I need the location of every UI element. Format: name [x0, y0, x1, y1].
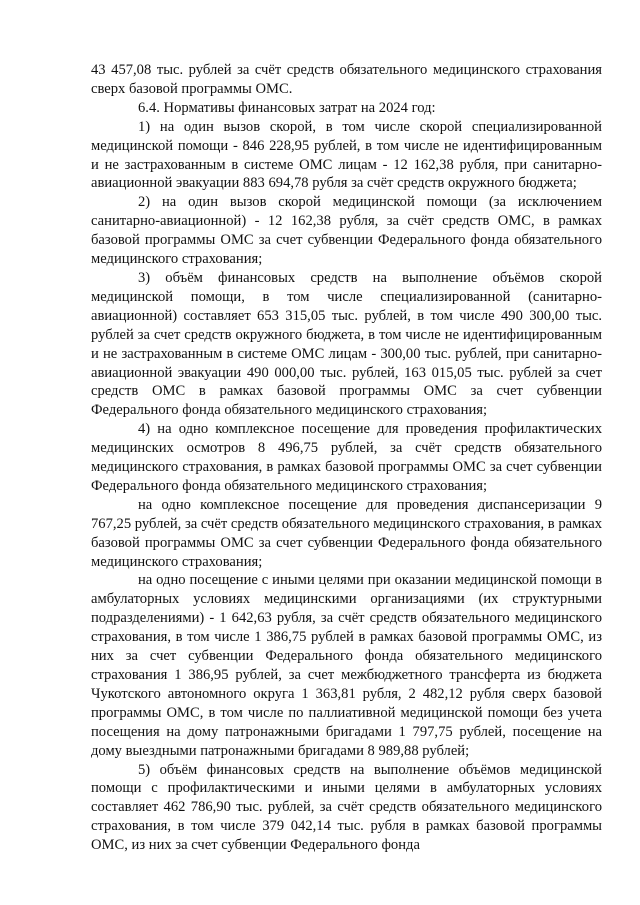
paragraph-item-5: 5) объём финансовых средств на выполнение объёмов медицинской помощи с профилактическими и иными целями в амбулаторных условиях составляет 462 786,90 тыс. рублей, за счёт средств обязательного медицинского страхования, в том числе 379 042,14 тыс. рубля в рамках базовой программы ОМС, из них за счет субвенции Федерального фонда: [91, 761, 602, 854]
paragraph-dispensary: на одно комплексное посещение для проведения диспансеризации 9 767,25 рублей, за счёт средств обязательного медицинского страхования, в рамках базовой программы ОМС за счет субвенции Федерального фонда обязательного медицинского страхования;: [91, 496, 602, 570]
document-page: [91, 61, 602, 855]
paragraph-other-visits: на одно посещение с иными целями при оказании медицинской помощи в амбулаторных условиях медицинскими организациями (их структурными подразделениями) - 1 642,63 рубля, за счёт средств обязательного медицинского страхования, в том числе 1 386,75 рублей в рамках базовой программы ОМС, из них за счет субвенции Федерального фонда обязательного медицинского страхования 1 386,95 рублей, за счет межбюджетного трансферта из бюджета Чукотского автономного округа 1 363,81 рубля, 2 482,12 рубля сверх базовой программы ОМС, в том числе по паллиативной медицинской помощи без учета посещения на дому патронажными бригадами 1 797,75 рублей, посещение на дому выездными патронажными бригадами 8 989,88 рублей;: [91, 572, 602, 759]
paragraph-item-1: 1) на один вызов скорой, в том числе скорой специализированной медицинской помощи - 846 228,95 рублей, в том числе не идентифицированным и не застрахованным в системе ОМС лицам - 12 162,38 рубля, при санитарно-авиационной эвакуации 883 694,78 рубля за счёт средств окружного бюджета;: [91, 118, 602, 192]
paragraph-continuation: 43 457,08 тыс. рублей за счёт средств обязательного медицинского страхования сверх базовой программы ОМС.: [91, 62, 602, 97]
paragraph-item-4: 4) на одно комплексное посещение для проведения профилактических медицинских осмотров 8 496,75 рублей, за счёт средств обязательного медицинского страхования, в рамках базовой программы ОМС за счет субвенции Федерального фонда обязательного медицинского страхования;: [91, 421, 602, 494]
section-heading-6-4: 6.4. Нормативы финансовых затрат на 2024 год:: [138, 99, 436, 116]
paragraph-item-3: 3) объём финансовых средств на выполнение объёмов скорой медицинской помощи, в том числе специализированной (санитарно-авиационной) составляет 653 315,05 тыс. рублей, в том числе 490 300,00 тыс. рублей за счет средств окружного бюджета, в том числе не идентифицированным и не застрахованным в системе ОМС лицам - 300,00 тыс. рублей, при санитарно-авиационной эвакуации 490 000,00 тыс. рублей, 163 015,05 тыс. рублей за счет средств ОМС в рамках базовой программы ОМС за счет субвенции Федерального фонда обязательного медицинского страхования;: [91, 269, 602, 419]
paragraph-item-2: 2) на один вызов скорой медицинской помощи (за исключением санитарно-авиационной) - 12 162,38 рубля, за счёт средств ОМС, в рамках базовой программы ОМС за счет субвенции Федерального фонда обязательного медицинского страхования;: [91, 194, 602, 268]
